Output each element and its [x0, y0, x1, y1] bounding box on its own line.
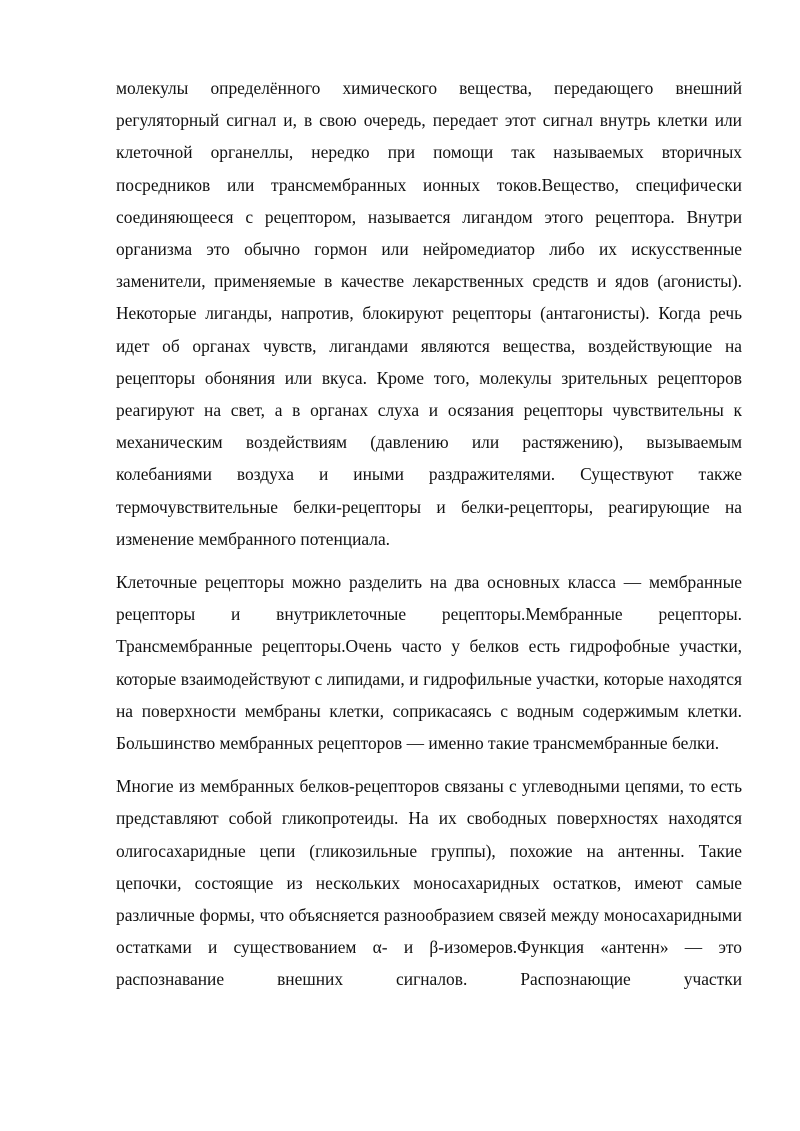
paragraph-glycoproteins: Многие из мембранных белков-рецепторов связаны с углеводными цепями, то есть представляют собой гликопротеиды. На их свободных поверхностях находятся олигосахаридные цепи (гликозильные группы), похожие на антенны. Такие цепочки, состоящие из нескольких моносахаридных остатков, имеют самые различные формы, что объясняется разнообразием связей между моносахаридными остатками и существованием α- и β-изомеров.Функция «антенн» — это распознавание внешних сигналов. Распознающие участки: [116, 776, 742, 990]
paragraph-ligands: молекулы определённого химического вещества, передающего внешний регуляторный сигнал и, в свою очередь, передает этот сигнал внутрь клетки или клеточной органеллы, нередко при помощи так называемых вторичных посредников или трансмембранных ионных токов.Вещество, специфически соединяющееся с рецептором, называется лигандом этого рецептора. Внутри организма это обычно гормон или нейромедиатор либо их искусственные заменители, применяемые в качестве лекарственных средств и ядов (агонисты). Некоторые лиганды, напротив, блокируют рецепторы (антагонисты). Когда речь идет об органах чувств, лигандами являются вещества, воздействующие на рецепторы обоняния или вкуса. Кроме того, молекулы зрительных рецепторов реагируют на свет, а в органах слуха и осязания рецепторы чувствительны к механическим воздействиям (давлению или растяжению), вызываемым колебаниями воздуха и иными раздражителями. Существуют также термочувствительные белки-рецепторы и белки-рецепторы, реагирующие на изменение мембранного потенциала.: [116, 78, 742, 549]
paragraph-receptor-classes: Клеточные рецепторы можно разделить на два основных класса — мембранные рецепторы и внутриклеточные рецепторы.Мембранные рецепторы. Трансмембранные рецепторы.Очень часто у белков есть гидрофобные участки, которые взаимодействуют с липидами, и гидрофильные участки, которые находятся на поверхности мембраны клетки, соприкасаясь с водным содержимым клетки. Большинство мембранных рецепторов — именно такие трансмембранные белки.: [116, 572, 742, 754]
document-page: [116, 72, 742, 1007]
